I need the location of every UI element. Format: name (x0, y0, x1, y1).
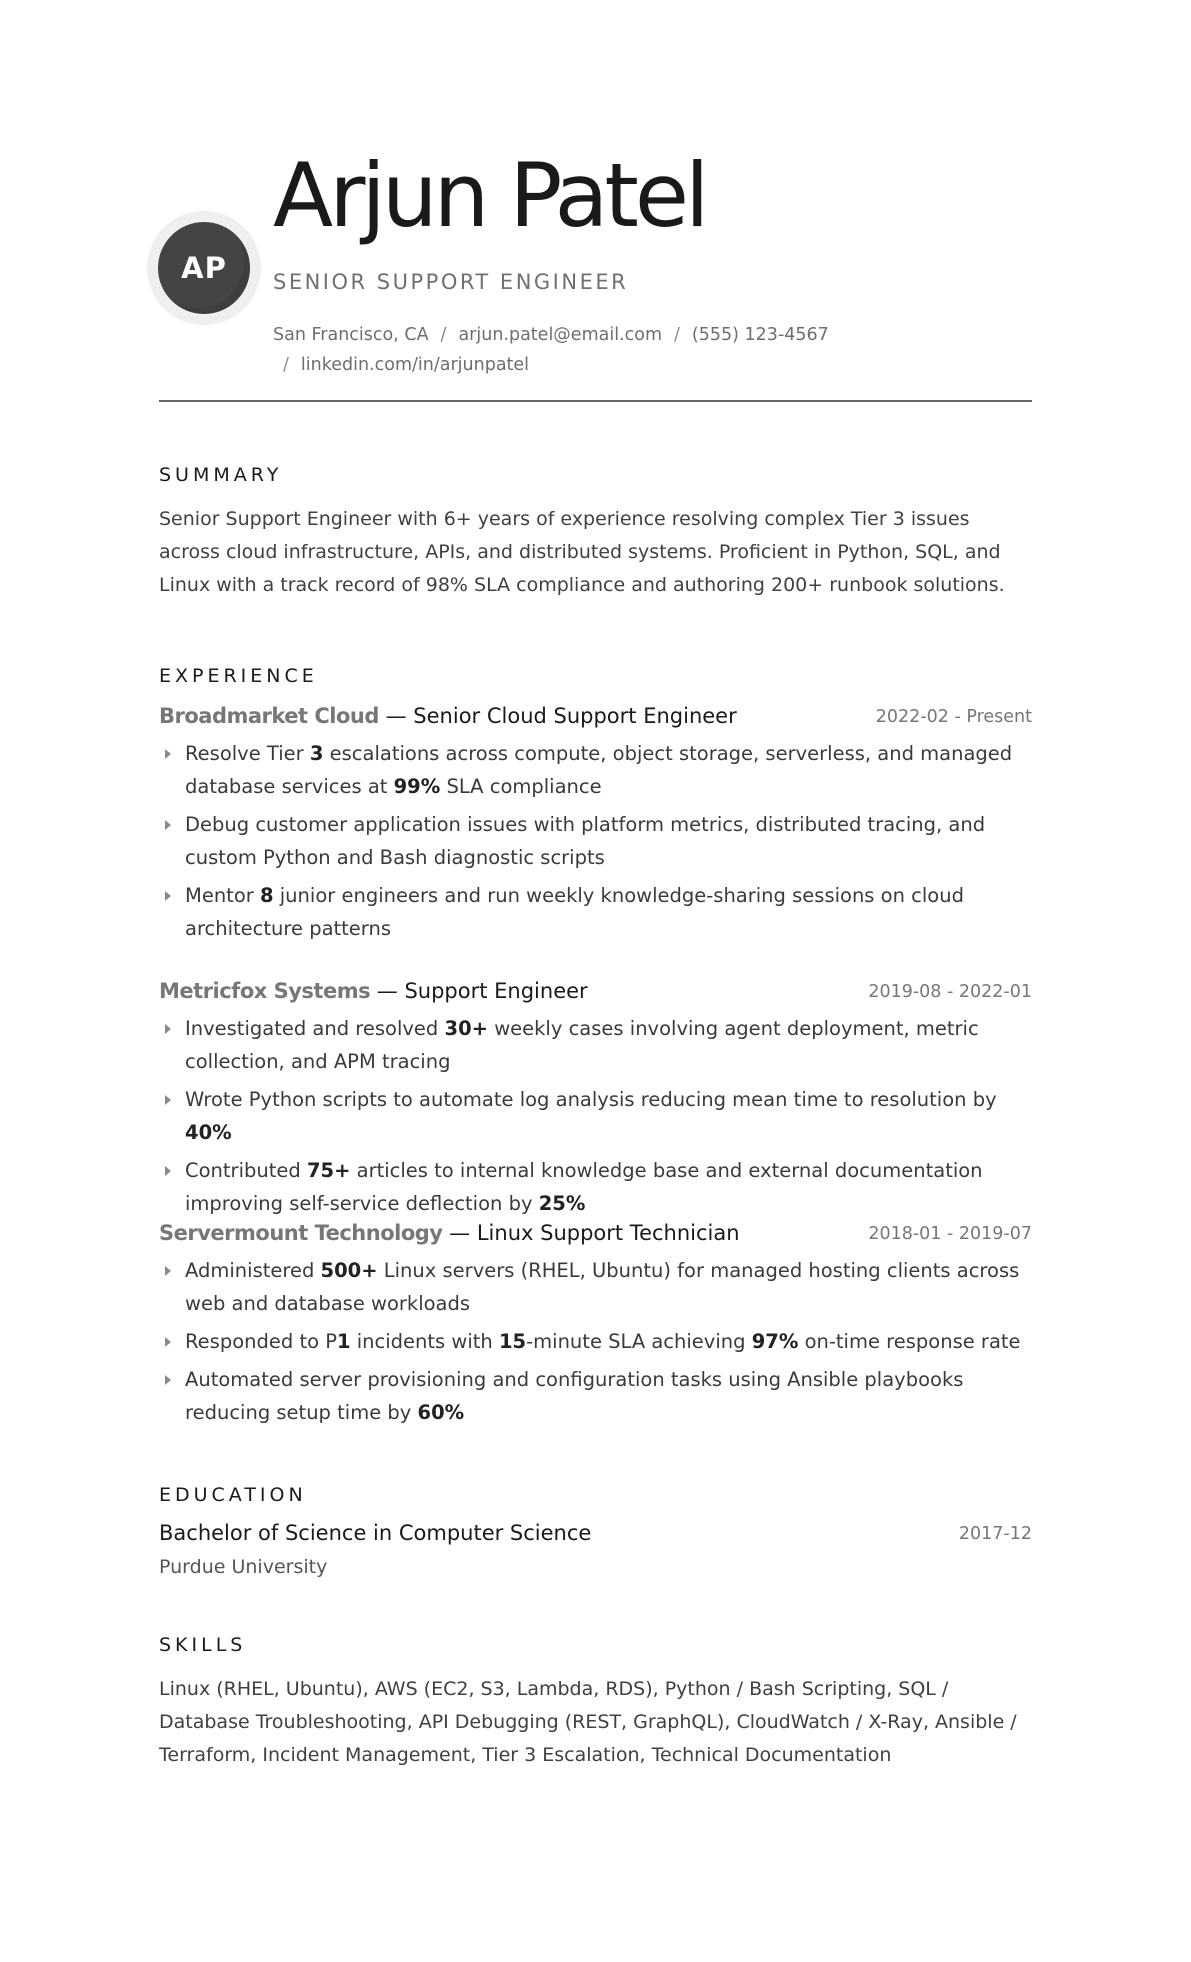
contact-info (273, 320, 1033, 380)
bullet-item: Investigated and resolved 30+ weekly cases involving agent deployment, metric collection, and APM tracing (159, 1012, 1032, 1078)
bullet-item: Administered 500+ Linux servers (RHEL, Ubuntu) for managed hosting clients across web and database workloads (159, 1254, 1032, 1320)
skills-text: Linux (RHEL, Ubuntu), AWS (EC2, S3, Lambda, RDS), Python / Bash Scripting, SQL / Database Troubleshooting, API Debugging (REST, GraphQL), CloudWatch / X-Ray, Ansible / Terraform, Incident Management, Tier 3 Escalation, Technical Documentation (159, 1678, 1017, 1766)
company-name: Metricfox Systems (159, 979, 371, 1003)
title-separator: — (376, 979, 398, 1003)
bullet-item: Mentor 8 junior engineers and run weekly knowledge-sharing sessions on cloud architecture patterns (159, 879, 1032, 945)
avatar (158, 222, 250, 314)
bullet-item: Responded to P1 incidents with 15-minute SLA achieving 97% on-time response rate (159, 1325, 1032, 1358)
bullet-highlight: 30+ (444, 1017, 488, 1040)
bullet-triangle-icon (165, 1024, 171, 1034)
job-header (159, 702, 1032, 730)
contact-email[interactable]: arjun.patel@email.com (458, 325, 663, 345)
bullet-highlight: 500+ (320, 1259, 378, 1282)
bullet-triangle-icon (165, 1095, 171, 1105)
education-school: Purdue University (159, 1556, 328, 1578)
bullet-triangle-icon (165, 1266, 171, 1276)
role-title: Support Engineer (404, 979, 588, 1003)
bullet-triangle-icon (165, 891, 171, 901)
education-date: 2017-12 (958, 1524, 1032, 1544)
avatar-initials: AP (181, 251, 227, 285)
contact-linkedin[interactable]: linkedin.com/in/arjunpatel (300, 355, 530, 375)
bullet-highlight: 3 (309, 742, 324, 765)
bullet-highlight: 8 (259, 884, 274, 907)
contact-separator: / (283, 355, 289, 375)
bullet-triangle-icon (165, 749, 171, 759)
contact-separator: / (440, 325, 447, 345)
job-bullets (159, 1012, 1032, 1225)
bullet-highlight: 15 (498, 1330, 527, 1353)
summary-text: Senior Support Engineer with 6+ years of experience resolving complex Tier 3 issues across cloud infrastructure, APIs, and distributed systems. Proficient in Python, SQL, and Linux with a track record of 98% SLA compliance and authoring 200+ runbook solutions. (159, 508, 1005, 596)
title-separator: — (449, 1221, 471, 1245)
education-degree: Bachelor of Science in Computer Science (159, 1521, 592, 1545)
education-heading: EDUCATION (159, 1484, 307, 1506)
bullet-highlight: 25% (538, 1192, 586, 1215)
company-name: Broadmarket Cloud (159, 704, 379, 728)
bullet-item: Debug customer application issues with platform metrics, distributed tracing, and custom Python and Bash diagnostic scripts (159, 808, 1032, 874)
bullet-highlight: 60% (417, 1401, 465, 1424)
bullet-item: Resolve Tier 3 escalations across compute, object storage, serverless, and managed database services at 99% SLA compliance (159, 737, 1032, 803)
contact-location: San Francisco, CA (273, 325, 429, 345)
job-dates: 2022-02 - Present (875, 707, 1032, 727)
role-title: Linux Support Technician (476, 1221, 740, 1245)
job-dates: 2018-01 - 2019-07 (868, 1224, 1032, 1244)
bullet-item: Wrote Python scripts to automate log analysis reducing mean time to resolution by 40% (159, 1083, 1032, 1149)
bullet-highlight: 40% (185, 1121, 232, 1144)
bullet-highlight: 75+ (306, 1159, 351, 1182)
bullet-triangle-icon (165, 1166, 171, 1176)
summary-heading: SUMMARY (159, 464, 283, 486)
bullet-item: Contributed 75+ articles to internal knowledge base and external documentation improving self-service deflection by 25% (159, 1154, 1032, 1220)
job-header (159, 1219, 1032, 1247)
bullet-highlight: 97% (751, 1330, 799, 1353)
candidate-name: Arjun Patel (273, 144, 706, 247)
job-dates: 2019-08 - 2022-01 (868, 982, 1032, 1002)
role-title: Senior Cloud Support Engineer (413, 704, 737, 728)
bullet-triangle-icon (165, 1337, 171, 1347)
bullet-triangle-icon (165, 1375, 171, 1385)
job-title: SENIOR SUPPORT ENGINEER (273, 270, 629, 294)
contact-separator: / (674, 325, 680, 345)
title-separator: — (385, 704, 407, 728)
bullet-item: Automated server provisioning and configuration tasks using Ansible playbooks reducing setup time by 60% (159, 1363, 1032, 1429)
job-bullets (159, 1254, 1032, 1434)
job-bullets (159, 737, 1032, 950)
bullet-highlight: 1 (336, 1330, 351, 1353)
bullet-triangle-icon (165, 820, 171, 830)
contact-phone[interactable]: (555) 123-4567 (691, 325, 829, 345)
job-header (159, 977, 1032, 1005)
skills-heading: SKILLS (159, 1634, 247, 1656)
experience-heading: EXPERIENCE (159, 665, 318, 687)
company-name: Servermount Technology (159, 1221, 443, 1245)
bullet-highlight: 99% (393, 775, 441, 798)
header-divider (159, 400, 1032, 402)
